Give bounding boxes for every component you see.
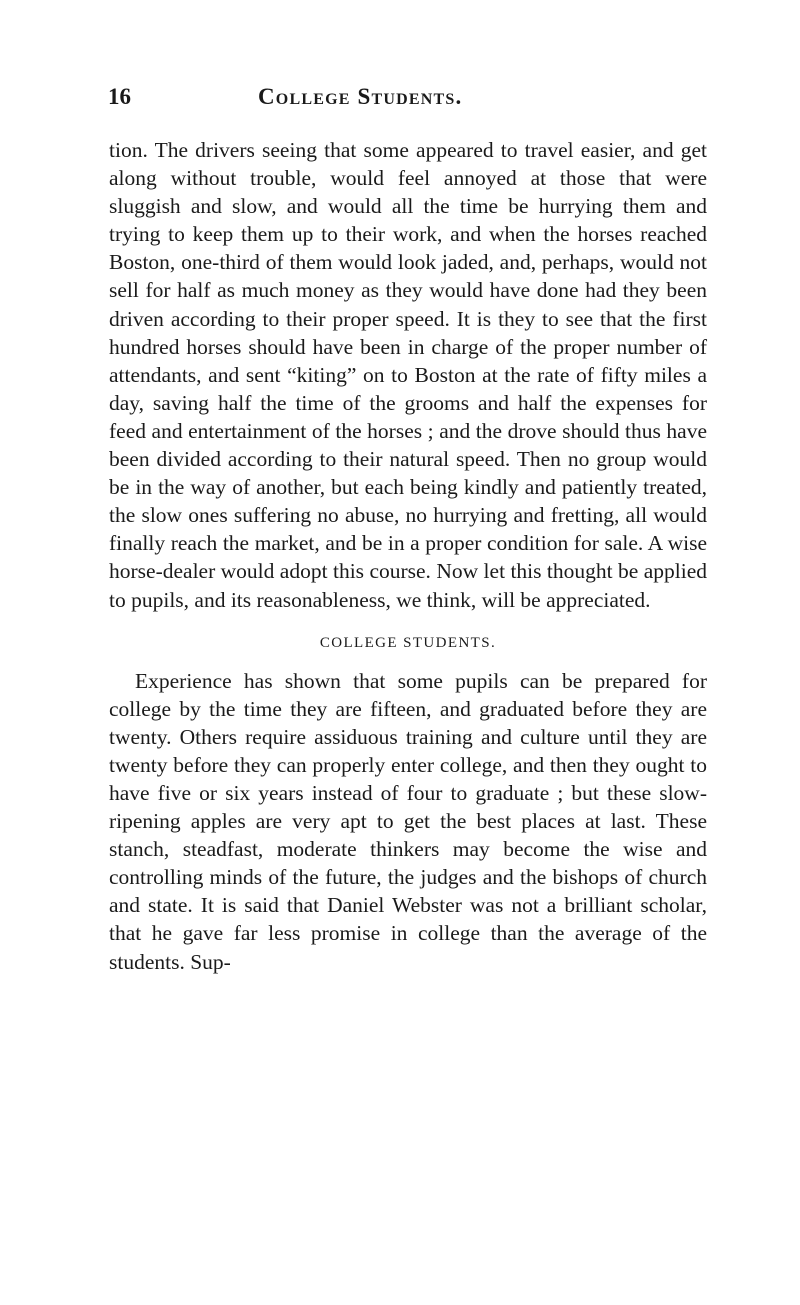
running-head: College Students. xyxy=(258,84,463,109)
page-header xyxy=(108,84,706,120)
section-title: COLLEGE STUDENTS. xyxy=(319,634,497,651)
page-number: 16 xyxy=(108,84,131,109)
body-paragraph-continued: tion. The drivers seeing that some appeared to travel easier, and get along without trouble, would feel annoyed at those that were sluggish and slow, and would all the time be hurrying them and trying to keep them up to their work, and when the horses reached Boston, one-third of them would look jaded, and, perhaps, would not sell for half as much money as they would have done had they been driven according to their proper speed. It is they to see that the first hundred horses should have been in charge of the proper number of attendants, and sent “kiting” on to Boston at the rate of fifty miles a day, saving half the time of the grooms and half the expenses for feed and entertainment of the horses ; and the drove should thus have been divided according to their natural speed. Then no group would be in the way of another, but each being kindly and patiently treated, the slow ones suffering no abuse, no hurrying and fretting, all would finally reach the market, and be in a proper condition for sale. A wise horse-dealer would adopt this course. Now let this thought be applied to pupils, and its reasonableness, we think, will be appreciated. xyxy=(109,138,707,612)
text-body xyxy=(109,136,707,976)
body-paragraph: Experience has shown that some pupils can be prepared for college by the time they are fifteen, and graduated before they are twenty. Others require assiduous training and culture until they are twenty before they can properly enter college, and then they ought to have five or six years instead of four to graduate ; but these slow-ripening apples are very apt to get the best places at last. These stanch, steadfast, moderate thinkers may become the wise and controlling minds of the future, the judges and the bishops of church and state. It is said that Daniel Webster was not a brilliant scholar, that he gave far less promise in college than the average of the students. Sup- xyxy=(109,668,707,974)
